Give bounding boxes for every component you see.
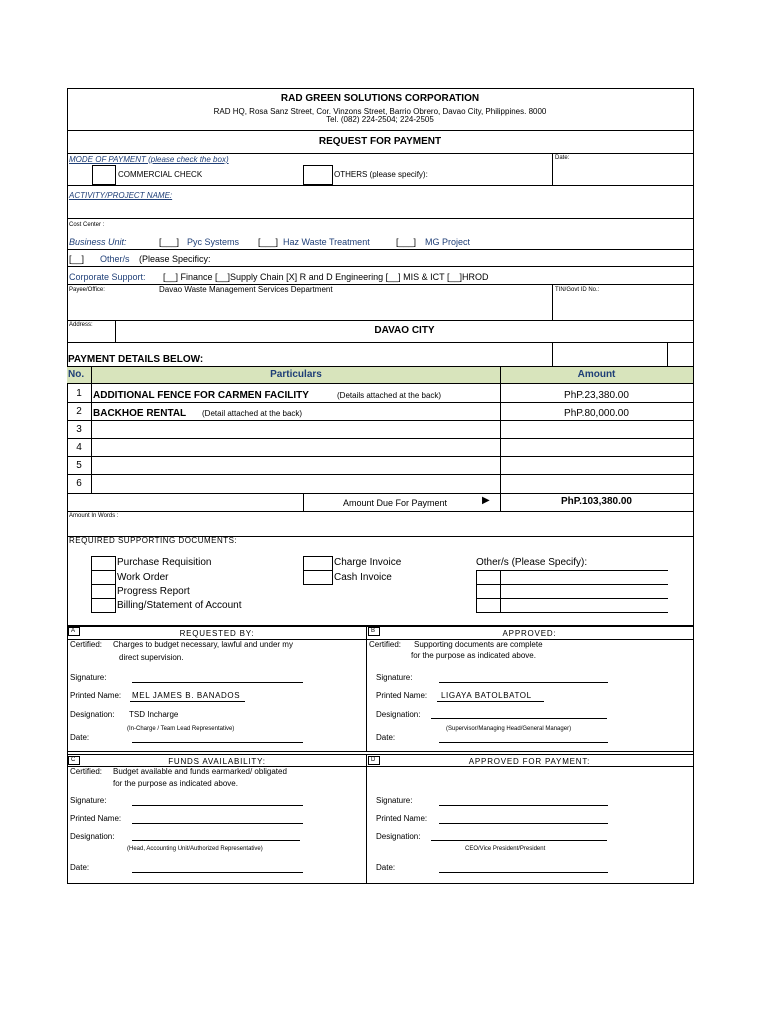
c-certified-line1: Budget available and funds earmarked/ obligated: [113, 767, 287, 776]
company-address: RAD HQ, Rosa Sanz Street, Cor. Vinzons Street, Barrio Obrero, Davao City, Philippines. 8000: [213, 107, 547, 116]
c-printed-label: Printed Name:: [70, 814, 122, 823]
col-no: No.: [68, 369, 85, 380]
d-designation-line[interactable]: [431, 840, 607, 841]
others-line[interactable]: [476, 570, 668, 571]
row-no: 5: [76, 460, 82, 471]
section-c-letter-text: C: [71, 757, 76, 763]
row-no: 2: [76, 406, 82, 417]
payee-value: Davao Waste Management Services Department: [159, 285, 333, 294]
bu-others-note: (Please Specificy:: [139, 254, 211, 264]
b-designation-label: Designation:: [376, 710, 421, 719]
section-d-letter-text: D: [371, 757, 376, 763]
c-designation-note: (Head, Accounting Unit/Authorized Representative): [127, 846, 263, 852]
row-no: 6: [76, 478, 82, 489]
col-amount: Amount: [577, 369, 616, 380]
c-printed-line[interactable]: [132, 823, 303, 824]
b-printed-value: LIGAYA BATOLBATOL: [441, 691, 532, 700]
divider: [67, 438, 694, 439]
others-line[interactable]: [501, 598, 668, 599]
cash-invoice-checkbox[interactable]: [303, 570, 333, 585]
row-item: BACKHOE RENTAL: [93, 408, 187, 419]
progress-report-checkbox[interactable]: [91, 584, 116, 599]
row-no: 1: [76, 388, 82, 399]
divider: [67, 266, 694, 267]
divider: [67, 153, 694, 154]
b-signature-line[interactable]: [439, 682, 608, 683]
divider: [67, 511, 694, 512]
section-a-title: REQUESTED BY:: [179, 629, 255, 638]
others-line[interactable]: [501, 584, 668, 585]
divider: [366, 625, 367, 752]
c-designation-label: Designation:: [70, 832, 115, 841]
c-certified-label: Certified:: [70, 767, 103, 776]
bu-pyc-systems: Pyc Systems: [187, 237, 240, 247]
d-date-label: Date:: [376, 863, 396, 872]
date-label: Date:: [555, 155, 570, 161]
divider: [67, 754, 694, 755]
mode-of-payment-label: MODE OF PAYMENT (please check the box): [69, 155, 229, 164]
bu-mg-project: MG Project: [425, 237, 471, 247]
divider: [67, 402, 694, 403]
divider: [67, 493, 694, 494]
b-signature-label: Signature:: [376, 673, 413, 682]
divider: [552, 153, 553, 185]
row-amount: PhP.23,380.00: [564, 390, 629, 401]
section-b-letter-text: B: [371, 628, 376, 634]
c-signature-label: Signature:: [70, 796, 107, 805]
row-note: (Details attached at the back): [337, 391, 442, 400]
company-name: RAD GREEN SOLUTIONS CORPORATION: [280, 93, 480, 104]
others-checkbox-2[interactable]: [476, 584, 501, 599]
divider: [552, 342, 553, 366]
b-designation-line[interactable]: [431, 718, 607, 719]
divider: [67, 625, 694, 627]
divider: [67, 342, 694, 343]
c-signature-line[interactable]: [132, 805, 303, 806]
section-a-letter-text: A: [71, 628, 76, 634]
b-printed-label: Printed Name:: [376, 691, 428, 700]
progress-report-label: Progress Report: [117, 586, 190, 597]
a-designation-label: Designation:: [70, 710, 115, 719]
c-designation-line[interactable]: [132, 840, 300, 841]
others-checkbox[interactable]: [303, 165, 333, 185]
business-unit-label: Business Unit:: [69, 237, 127, 247]
work-order-label: Work Order: [117, 572, 169, 583]
a-designation-note: (In-Charge / Team Lead Representative): [127, 726, 235, 732]
bu-others-label: Other/s: [100, 254, 130, 264]
bu-haz-waste: Haz Waste Treatment: [283, 237, 370, 247]
others-line[interactable]: [501, 612, 668, 613]
a-printed-line[interactable]: [130, 701, 245, 702]
a-signature-label: Signature:: [70, 673, 107, 682]
col-particulars: Particulars: [270, 369, 322, 380]
docs-others-label: Other/s (Please Specify):: [476, 557, 588, 568]
divider: [67, 456, 694, 457]
row-no: 4: [76, 442, 82, 453]
payment-heading: PAYMENT DETAILS BELOW:: [68, 354, 204, 365]
row-no: 3: [76, 424, 82, 435]
bu-box-3[interactable]: [___]: [396, 237, 417, 247]
commercial-check-label: COMMERCIAL CHECK: [118, 170, 203, 179]
address-label: Address:: [69, 322, 93, 328]
charge-invoice-checkbox[interactable]: [303, 556, 333, 571]
divider: [67, 218, 694, 219]
cash-invoice-label: Cash Invoice: [334, 572, 392, 583]
bu-others-box[interactable]: [__]: [69, 254, 85, 264]
divider: [552, 284, 553, 320]
amount-due-arrow-icon: ▶: [482, 495, 490, 506]
divider: [67, 420, 694, 421]
a-signature-line[interactable]: [132, 682, 303, 683]
d-printed-label: Printed Name:: [376, 814, 428, 823]
payee-label: Payee/Office:: [69, 287, 105, 293]
d-signature-line[interactable]: [439, 805, 608, 806]
divider: [67, 249, 694, 250]
section-d-title: APPROVED FOR PAYMENT:: [468, 757, 591, 766]
c-certified-line2: for the purpose as indicated above.: [113, 779, 238, 788]
amount-due-label: Amount Due For Payment: [343, 498, 448, 508]
b-date-line[interactable]: [439, 742, 608, 743]
divider: [67, 320, 694, 321]
row-note: (Detail attached at the back): [202, 409, 303, 418]
row-amount: PhP.80,000.00: [564, 408, 629, 419]
a-printed-value: MEL JAMES B. BANADOS: [132, 691, 241, 700]
c-date-label: Date:: [70, 863, 90, 872]
amount-in-words-label: Amount In Words :: [69, 513, 119, 519]
b-certified-line1: Supporting documents are complete: [414, 640, 543, 649]
b-designation-note: (Supervisor/Managing Head/General Manager): [446, 726, 572, 732]
a-date-line[interactable]: [132, 742, 303, 743]
a-certified-label: Certified:: [70, 640, 103, 649]
form-title: REQUEST FOR PAYMENT: [318, 136, 442, 147]
charge-invoice-label: Charge Invoice: [334, 557, 402, 568]
section-b-title: APPROVED:: [502, 629, 557, 638]
company-tel: Tel. (082) 224-2504; 224-2505: [326, 115, 434, 124]
row-item: ADDITIONAL FENCE FOR CARMEN FACILITY: [93, 390, 309, 401]
divider: [67, 474, 694, 475]
tin-label: TIN/Govt ID No.:: [555, 287, 600, 293]
others-label: OTHERS (please specify):: [334, 170, 428, 179]
divider: [667, 342, 668, 366]
a-certified-line2: direct supervision.: [119, 653, 184, 662]
section-c-title: FUNDS AVAILABILITY:: [168, 757, 266, 766]
b-printed-line[interactable]: [437, 701, 544, 702]
d-designation-label: Designation:: [376, 832, 421, 841]
corporate-support-options[interactable]: [__] Finance [__]Supply Chain [X] R and D Engineering [__] MIS & ICT [__]HROD: [163, 272, 489, 282]
d-printed-line[interactable]: [439, 823, 608, 824]
divider: [67, 751, 694, 752]
work-order-checkbox[interactable]: [91, 570, 116, 585]
c-date-line[interactable]: [132, 872, 303, 873]
docs-heading: REQUIRED SUPPORTING DOCUMENTS:: [69, 536, 238, 545]
address-value: DAVAO CITY: [374, 325, 435, 336]
divider: [366, 754, 367, 884]
amount-due-total: PhP.103,380.00: [561, 496, 632, 507]
bu-box-2[interactable]: [___]: [258, 237, 279, 247]
divider: [67, 130, 694, 131]
purchase-requisition-checkbox[interactable]: [91, 556, 116, 571]
cost-center-label: Cost Center :: [69, 222, 105, 228]
activity-label: ACTIVITY/PROJECT NAME:: [69, 191, 173, 200]
a-certified-line1: Charges to budget necessary, lawful and under my: [113, 640, 293, 649]
d-designation-note: CEO/Vice President/President: [465, 846, 546, 852]
a-designation-value: TSD Incharge: [129, 710, 179, 719]
corporate-support-label: Corporate Support:: [69, 272, 146, 282]
billing-label: Billing/Statement of Account: [117, 600, 242, 611]
purchase-requisition-label: Purchase Requisition: [117, 557, 212, 568]
d-date-line[interactable]: [439, 872, 608, 873]
others-checkbox-1[interactable]: [476, 570, 501, 585]
divider: [67, 185, 694, 186]
b-certified-line2: for the purpose as indicated above.: [411, 651, 536, 660]
a-date-label: Date:: [70, 733, 90, 742]
divider: [303, 493, 304, 511]
b-certified-label: Certified:: [369, 640, 402, 649]
commercial-check-checkbox[interactable]: [92, 165, 116, 185]
b-date-label: Date:: [376, 733, 396, 742]
d-signature-label: Signature:: [376, 796, 413, 805]
bu-box-1[interactable]: [___]: [159, 237, 180, 247]
billing-checkbox[interactable]: [91, 598, 116, 613]
others-checkbox-3[interactable]: [476, 598, 501, 613]
a-printed-label: Printed Name:: [70, 691, 122, 700]
